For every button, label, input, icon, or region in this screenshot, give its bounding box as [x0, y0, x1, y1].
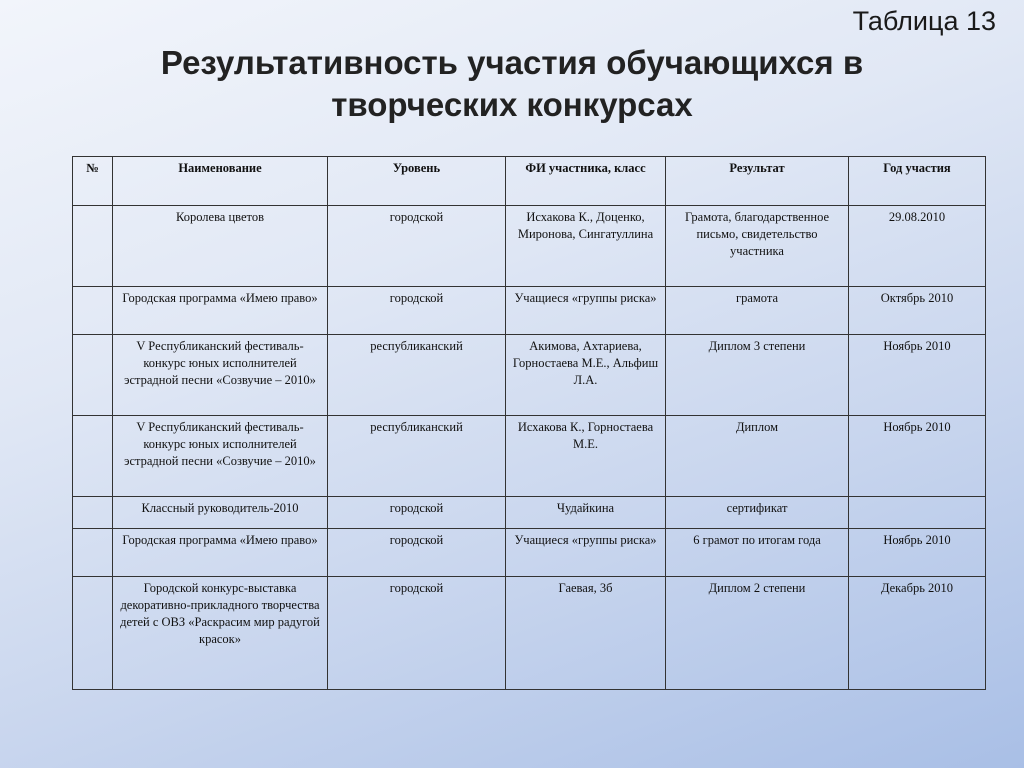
cell-name: V Республиканский фестиваль-конкурс юных исполнителей эстрадной песни «Созвучие – 2010»: [113, 335, 328, 416]
cell-year: Ноябрь 2010: [849, 416, 986, 497]
table-row: [73, 529, 986, 577]
results-table: [72, 156, 986, 690]
slide-title-line-2: творческих конкурсах: [331, 86, 693, 123]
table-header-row: [73, 157, 986, 206]
cell-result: сертификат: [666, 497, 849, 529]
cell-number: [73, 287, 113, 335]
cell-name: V Республиканский фестиваль-конкурс юных исполнителей эстрадной песни «Созвучие – 2010»: [113, 416, 328, 497]
table-row: [73, 287, 986, 335]
cell-result: Грамота, благодарственное письмо, свидетельство участника: [666, 206, 849, 287]
cell-participant: Учащиеся «группы риска»: [506, 287, 666, 335]
cell-result: Диплом: [666, 416, 849, 497]
cell-number: [73, 497, 113, 529]
table-row: [73, 206, 986, 287]
header-level: Уровень: [328, 157, 506, 206]
cell-name: Классный руководитель-2010: [113, 497, 328, 529]
header-number: №: [73, 157, 113, 206]
cell-number: [73, 577, 113, 690]
cell-result: 6 грамот по итогам года: [666, 529, 849, 577]
cell-level: городской: [328, 577, 506, 690]
cell-result: Диплом 3 степени: [666, 335, 849, 416]
cell-level: республиканский: [328, 416, 506, 497]
cell-year: Ноябрь 2010: [849, 335, 986, 416]
cell-name: Королева цветов: [113, 206, 328, 287]
cell-name: Городская программа «Имею право»: [113, 287, 328, 335]
cell-name: Городская программа «Имею право»: [113, 529, 328, 577]
cell-number: [73, 335, 113, 416]
cell-number: [73, 529, 113, 577]
cell-result: грамота: [666, 287, 849, 335]
table-row: [73, 416, 986, 497]
table-number: Таблица 13: [852, 6, 996, 36]
cell-year: Октябрь 2010: [849, 287, 986, 335]
cell-level: городской: [328, 206, 506, 287]
cell-participant: Гаевая, 3б: [506, 577, 666, 690]
header-participant: ФИ участника, класс: [506, 157, 666, 206]
cell-year: Декабрь 2010: [849, 577, 986, 690]
table-row: [73, 497, 986, 529]
cell-level: городской: [328, 287, 506, 335]
cell-number: [73, 416, 113, 497]
cell-participant: Исхакова К., Горностаева М.Е.: [506, 416, 666, 497]
cell-year: Ноябрь 2010: [849, 529, 986, 577]
cell-result: Диплом 2 степени: [666, 577, 849, 690]
slide-title-line-1: Результативность участия обучающихся в: [160, 44, 864, 81]
cell-participant: Акимова, Ахтариева, Горностаева М.Е., Альфиш Л.А.: [506, 335, 666, 416]
slide-title: [0, 42, 1024, 126]
table-row: [73, 335, 986, 416]
header-name: Наименование: [113, 157, 328, 206]
cell-participant: Исхакова К., Доценко, Миронова, Сингатуллина: [506, 206, 666, 287]
header-year: Год участия: [849, 157, 986, 206]
cell-level: городской: [328, 497, 506, 529]
cell-number: [73, 206, 113, 287]
cell-year: 29.08.2010: [849, 206, 986, 287]
table-row: [73, 577, 986, 690]
cell-participant: Чудайкина: [506, 497, 666, 529]
cell-name: Городской конкурс-выставка декоративно-прикладного творчества детей с ОВЗ «Раскрасим мир радугой красок»: [113, 577, 328, 690]
cell-participant: Учащиеся «группы риска»: [506, 529, 666, 577]
cell-level: республиканский: [328, 335, 506, 416]
cell-year: [849, 497, 986, 529]
cell-level: городской: [328, 529, 506, 577]
header-result: Результат: [666, 157, 849, 206]
